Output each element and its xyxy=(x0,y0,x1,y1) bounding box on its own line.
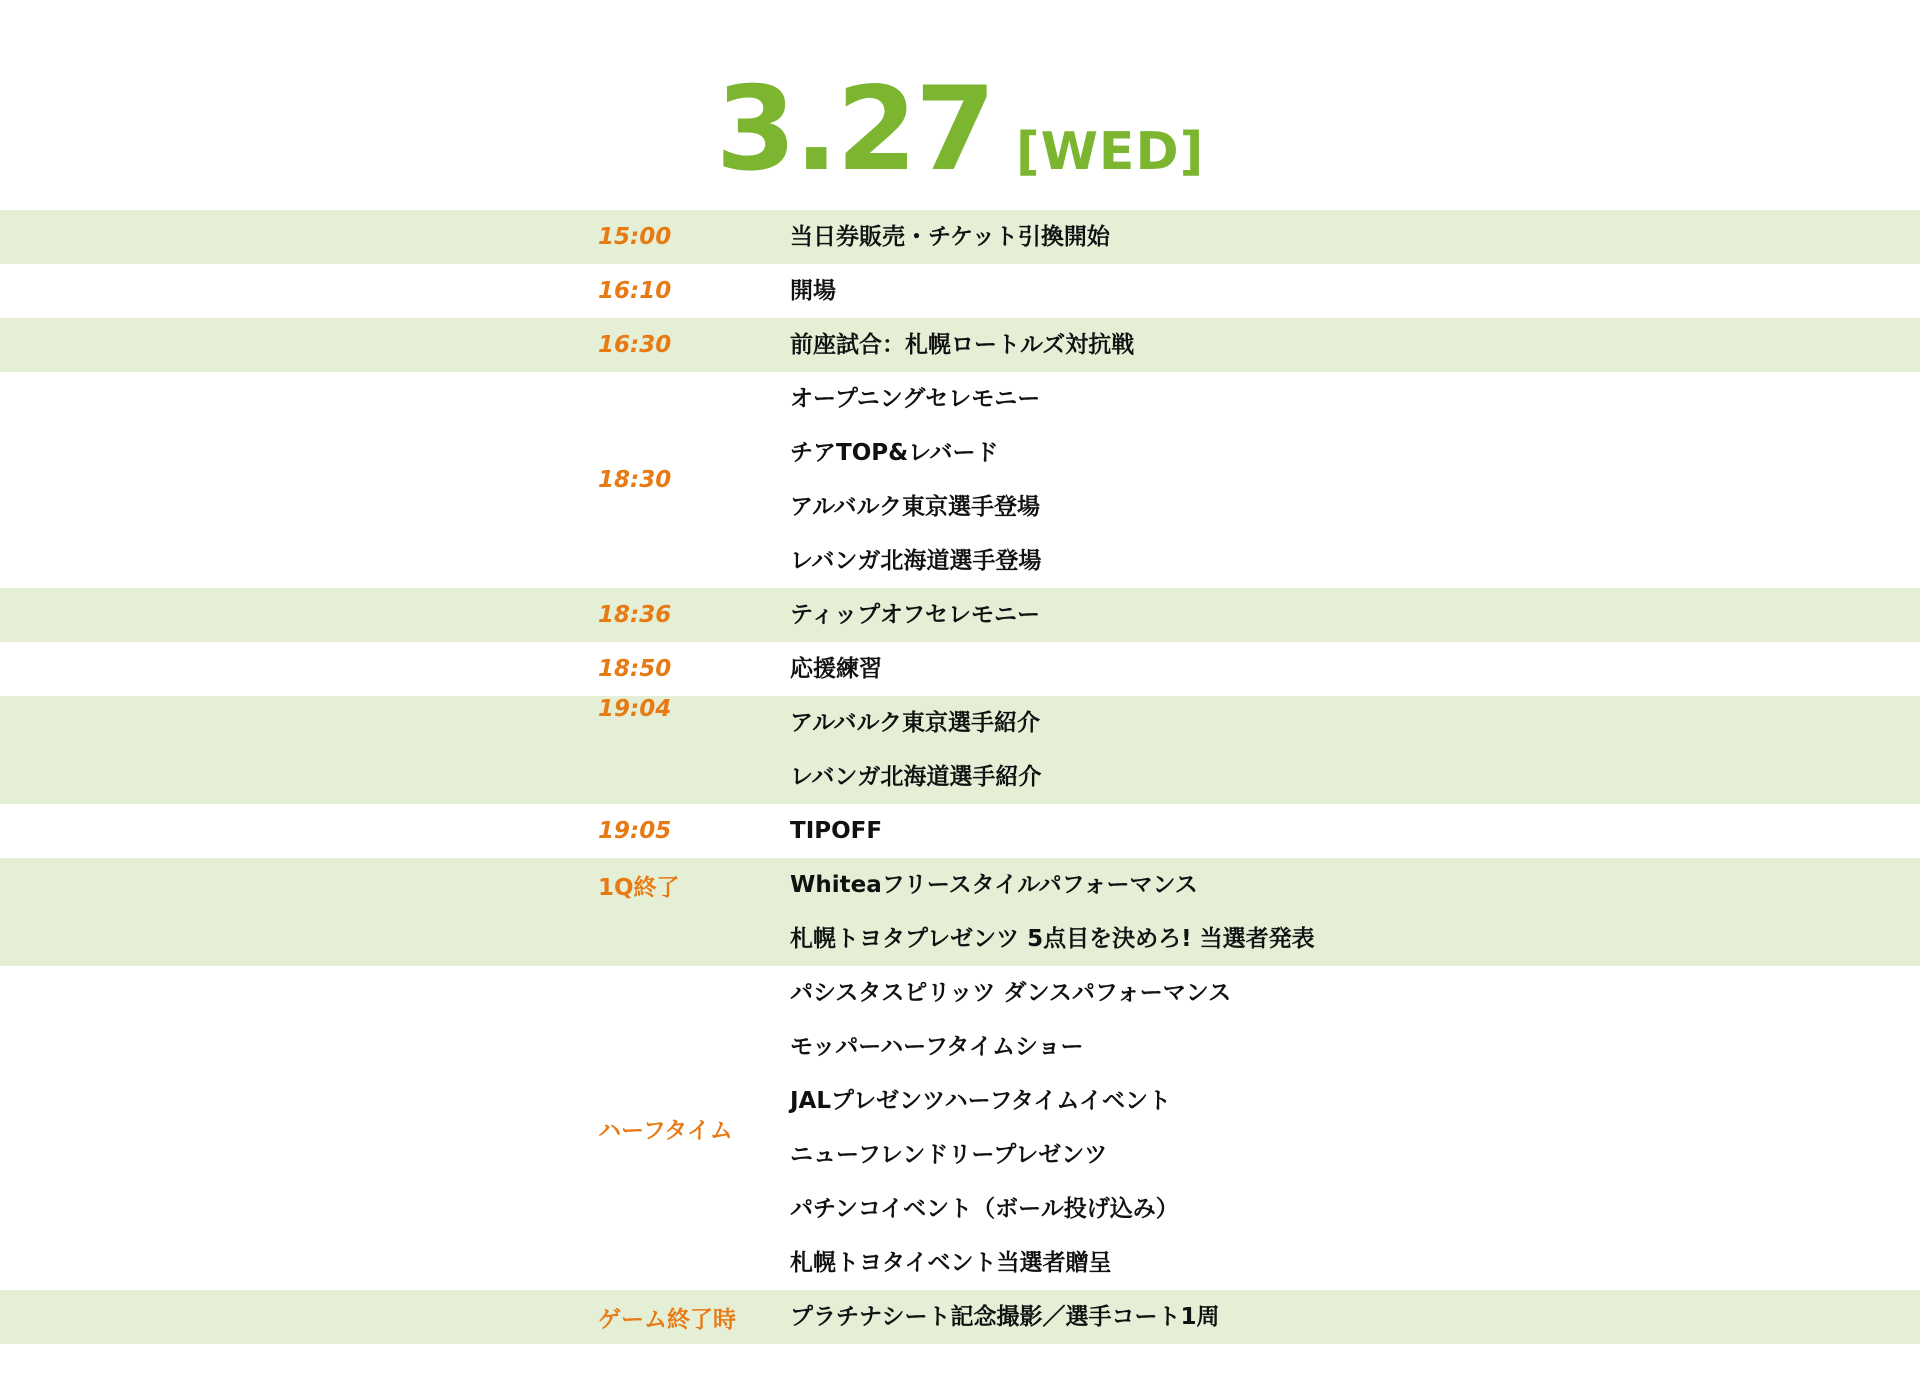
schedule-event: 応援練習 xyxy=(790,656,882,682)
schedule-row xyxy=(0,966,1920,1290)
schedule-row xyxy=(0,210,1920,264)
schedule-event: パシスタスピリッツ ダンスパフォーマンス xyxy=(790,980,1232,1006)
schedule-event: TIPOFF xyxy=(790,818,883,844)
schedule-time: 16:30 xyxy=(598,332,672,358)
schedule-event: チアTOP&レバード xyxy=(790,440,999,466)
schedule-row xyxy=(0,642,1920,696)
schedule-time: 1Q終了 xyxy=(598,874,680,901)
schedule-event: ティップオフセレモニー xyxy=(790,602,1041,628)
schedule-time: 19:04 xyxy=(598,696,672,722)
schedule-time: ハーフタイム xyxy=(598,1117,733,1144)
schedule-row xyxy=(0,1290,1920,1344)
schedule-row xyxy=(0,588,1920,642)
schedule-row xyxy=(0,858,1920,966)
schedule-event: レバンガ北海道選手紹介 xyxy=(790,764,1042,790)
page-header xyxy=(0,62,1920,197)
schedule-row xyxy=(0,372,1920,588)
schedule-event: 札幌トヨタイベント当選者贈呈 xyxy=(790,1250,1112,1276)
event-date-number: 3.27 xyxy=(715,62,994,197)
schedule-time: 16:10 xyxy=(598,278,672,304)
schedule-time: 19:05 xyxy=(598,818,672,844)
schedule-time: 15:00 xyxy=(598,224,672,250)
schedule-event: レバンガ北海道選手登場 xyxy=(790,548,1042,574)
schedule-row xyxy=(0,264,1920,318)
schedule-event: アルバルク東京選手登場 xyxy=(790,494,1041,520)
schedule-time: 18:30 xyxy=(598,467,672,493)
schedule-event: 札幌トヨタプレゼンツ 5点目を決めろ! 当選者発表 xyxy=(790,926,1315,952)
schedule-event: JALプレゼンツハーフタイムイベント xyxy=(790,1088,1171,1114)
event-date xyxy=(715,62,1205,197)
schedule-row xyxy=(0,318,1920,372)
event-weekday: [WED] xyxy=(1015,122,1205,182)
schedule-event: 当日券販売・チケット引換開始 xyxy=(790,224,1110,250)
schedule-event: パチンコイベント（ボール投げ込み） xyxy=(790,1196,1179,1222)
schedule-event: ニューフレンドリープレゼンツ xyxy=(790,1142,1108,1168)
schedule-event: モッパーハーフタイムショー xyxy=(790,1034,1084,1060)
schedule-time: ゲーム終了時 xyxy=(598,1306,736,1333)
schedule-row xyxy=(0,804,1920,858)
schedule-time: 18:50 xyxy=(598,656,672,682)
schedule-table xyxy=(0,210,1920,1344)
schedule-time: 18:36 xyxy=(598,602,672,628)
schedule-event: 開場 xyxy=(790,278,836,304)
schedule-event: 前座試合：札幌ロートルズ対抗戦 xyxy=(790,332,1135,358)
schedule-event: Whiteaフリースタイルパフォーマンス xyxy=(790,872,1198,898)
schedule-row xyxy=(0,696,1920,804)
schedule-event: アルバルク東京選手紹介 xyxy=(790,710,1041,736)
schedule-event: プラチナシート記念撮影／選手コート1周 xyxy=(790,1304,1220,1330)
schedule-event: オープニングセレモニー xyxy=(790,386,1041,412)
